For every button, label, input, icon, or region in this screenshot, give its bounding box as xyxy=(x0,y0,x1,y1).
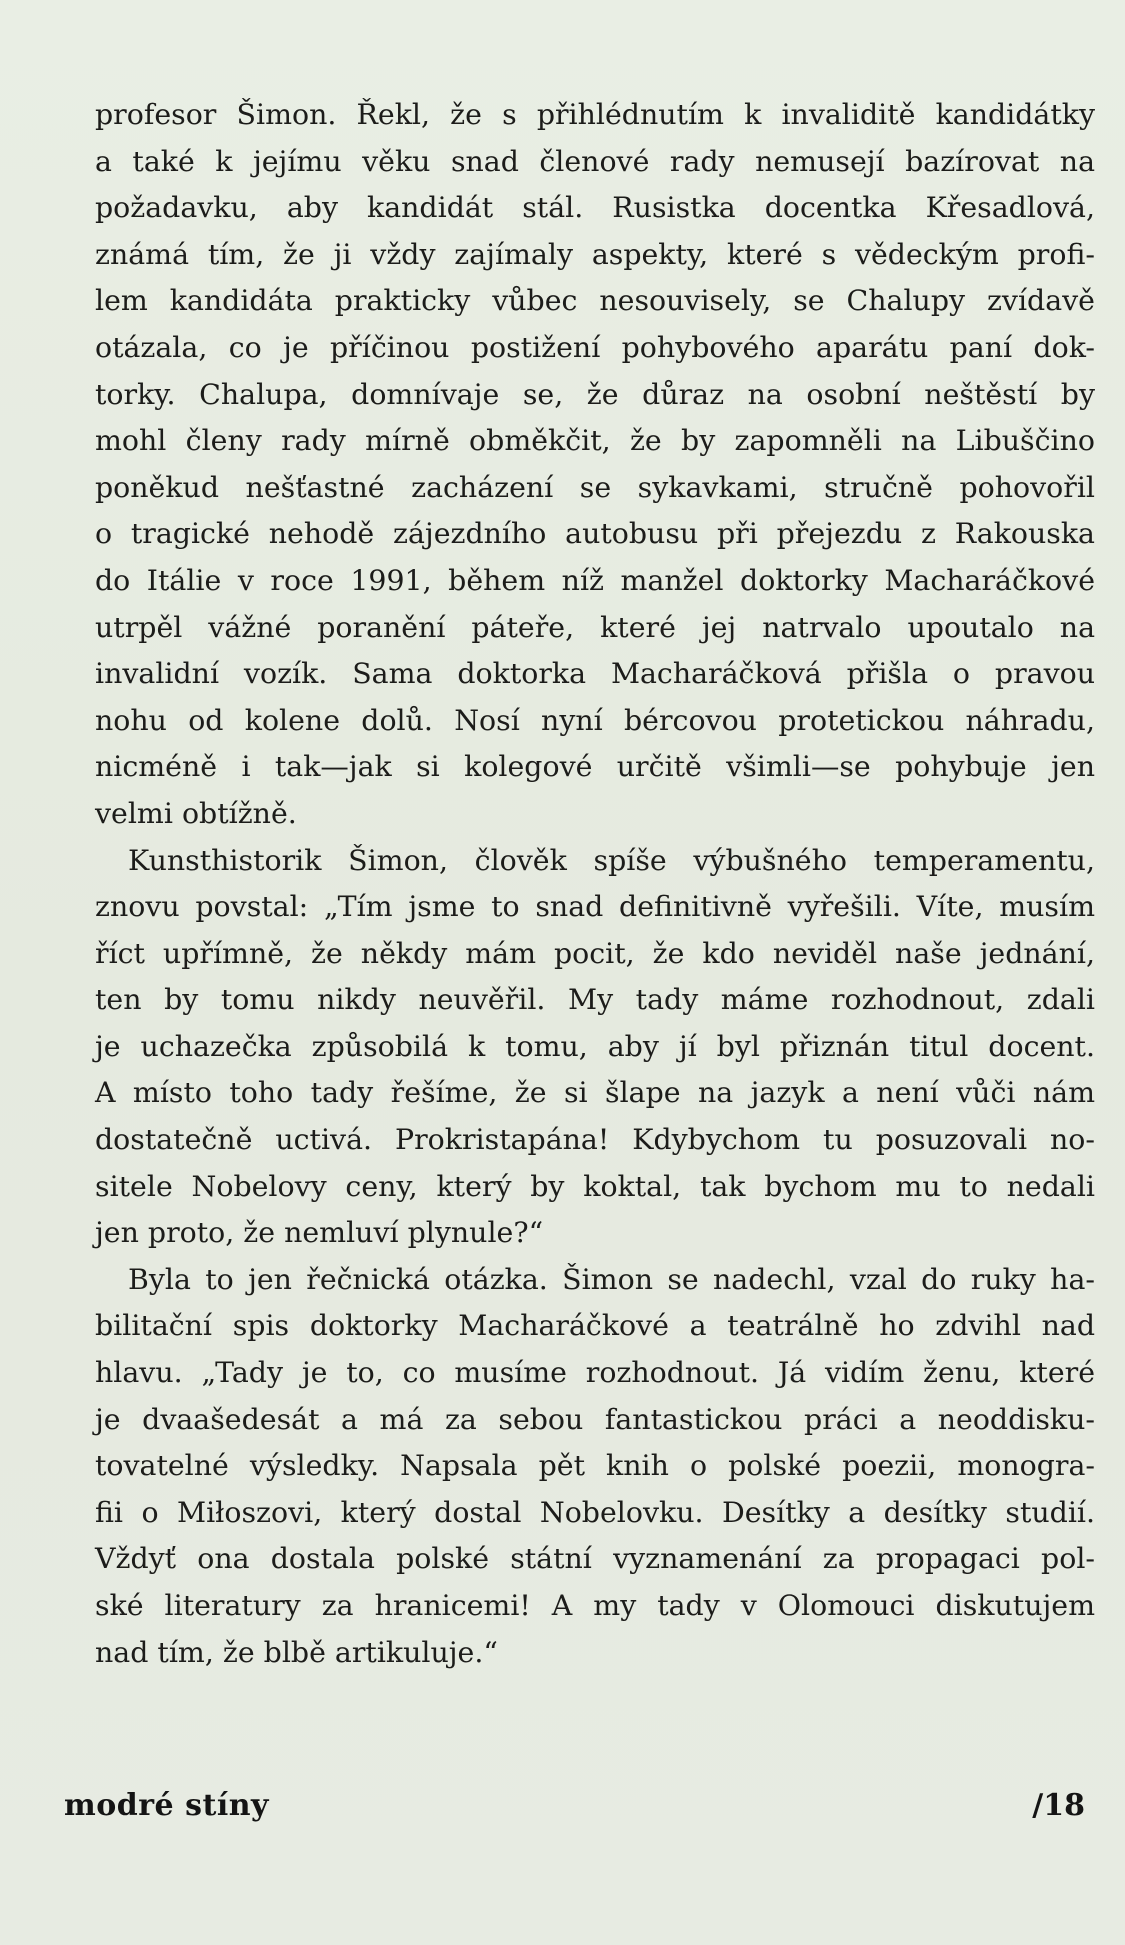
text-line: poněkud nešťastné zacházení se sykavkami, stručně pohovořil xyxy=(95,470,1095,504)
text-line: požadavku, aby kandidát stál. Rusistka docentka Křesadlová, xyxy=(95,191,1095,225)
paragraph xyxy=(95,838,1095,1257)
text-line: a také k jejímu věku snad členové rady nemusejí bazírovat na xyxy=(95,144,1095,178)
text-line: lem kandidáta prakticky vůbec nesouvisely, se Chalupy zvídavě xyxy=(95,284,1095,318)
text-line: tovatelné výsledky. Napsala pět knih o polské poezii, monogra- xyxy=(95,1449,1095,1483)
text-line: ské literatury za hranicemi! A my tady v Olomouci diskutujem xyxy=(95,1589,1095,1622)
text-line: říct upřímně, že někdy mám pocit, že kdo neviděl naše jednání, xyxy=(95,936,1095,970)
text-line: sitele Nobelovy ceny, který by koktal, tak bychom mu to nedali xyxy=(95,1169,1095,1203)
text-line: ten by tomu nikdy neuvěřil. My tady máme rozhodnout, zdali xyxy=(95,983,1095,1017)
text-line: jen proto, že nemluví plynule?“ xyxy=(95,1216,544,1250)
text-line: Byla to jen řečnická otázka. Šimon se nadechl, vzal do ruky ha- xyxy=(128,1262,1095,1296)
text-line: invalidní vozík. Sama doktorka Macharáčková přišla o pravou xyxy=(95,657,1095,691)
page-number: /18 xyxy=(1032,1788,1085,1823)
text-line: známá tím, že ji vždy zajímaly aspekty, které s vědeckým profi- xyxy=(95,237,1095,271)
text-line: Kunsthistorik Šimon, člověk spíše výbušného temperamentu, xyxy=(128,843,1095,877)
body-text xyxy=(95,92,1095,1676)
text-line: nicméně i tak—jak si kolegové určitě všimli—se pohybuje jen xyxy=(95,750,1095,784)
running-footer-title: modré stíny xyxy=(64,1788,269,1823)
text-line: A místo toho tady řešíme, že si šlape na jazyk a není vůči nám xyxy=(95,1076,1095,1110)
text-line: znovu povstal: „Tím jsme to snad definitivně vyřešili. Víte, musím xyxy=(95,890,1095,924)
text-line: nohu od kolene dolů. Nosí nyní bércovou protetickou náhradu, xyxy=(95,703,1095,737)
text-line: dostatečně uctivá. Prokristapána! Kdybychom tu posuzovali no- xyxy=(95,1123,1095,1157)
text-line: velmi obtížně. xyxy=(95,796,297,830)
text-line: fii o Miłoszovi, který dostal Nobelovku. Desítky a desítky studií. xyxy=(95,1495,1095,1529)
text-line: profesor Šimon. Řekl, že s přihlédnutím k invaliditě kandidátky xyxy=(95,98,1095,131)
text-line: je uchazečka způsobilá k tomu, aby jí byl přiznán titul docent. xyxy=(95,1029,1095,1063)
text-line: bilitační spis doktorky Macharáčkové a teatrálně ho zdvihl nad xyxy=(95,1309,1095,1343)
text-line: hlavu. „Tady je to, co musíme rozhodnout. Já vidím ženu, které xyxy=(95,1356,1095,1390)
text-line: utrpěl vážné poranění páteře, které jej natrvalo upoutalo na xyxy=(95,610,1095,644)
text-line: o tragické nehodě zájezdního autobusu při přejezdu z Rakouska xyxy=(95,517,1095,551)
text-line: mohl členy rady mírně obměkčit, že by zapomněli na Libuščino xyxy=(95,424,1095,458)
paragraph xyxy=(95,92,1095,838)
text-line: otázala, co je příčinou postižení pohybového aparátu paní dok- xyxy=(95,330,1095,364)
paragraph xyxy=(95,1257,1095,1676)
text-line: Vždyť ona dostala polské státní vyznamenání za propagaci pol- xyxy=(95,1542,1095,1576)
text-line: do Itálie v roce 1991, během níž manžel doktorky Macharáčkové xyxy=(95,563,1095,597)
text-line: torky. Chalupa, domnívaje se, že důraz na osobní neštěstí by xyxy=(95,377,1095,411)
text-line: nad tím, že blbě artikuluje.“ xyxy=(95,1635,498,1669)
text-line: je dvaašedesát a má za sebou fantastickou práci a neoddisku- xyxy=(95,1402,1095,1436)
